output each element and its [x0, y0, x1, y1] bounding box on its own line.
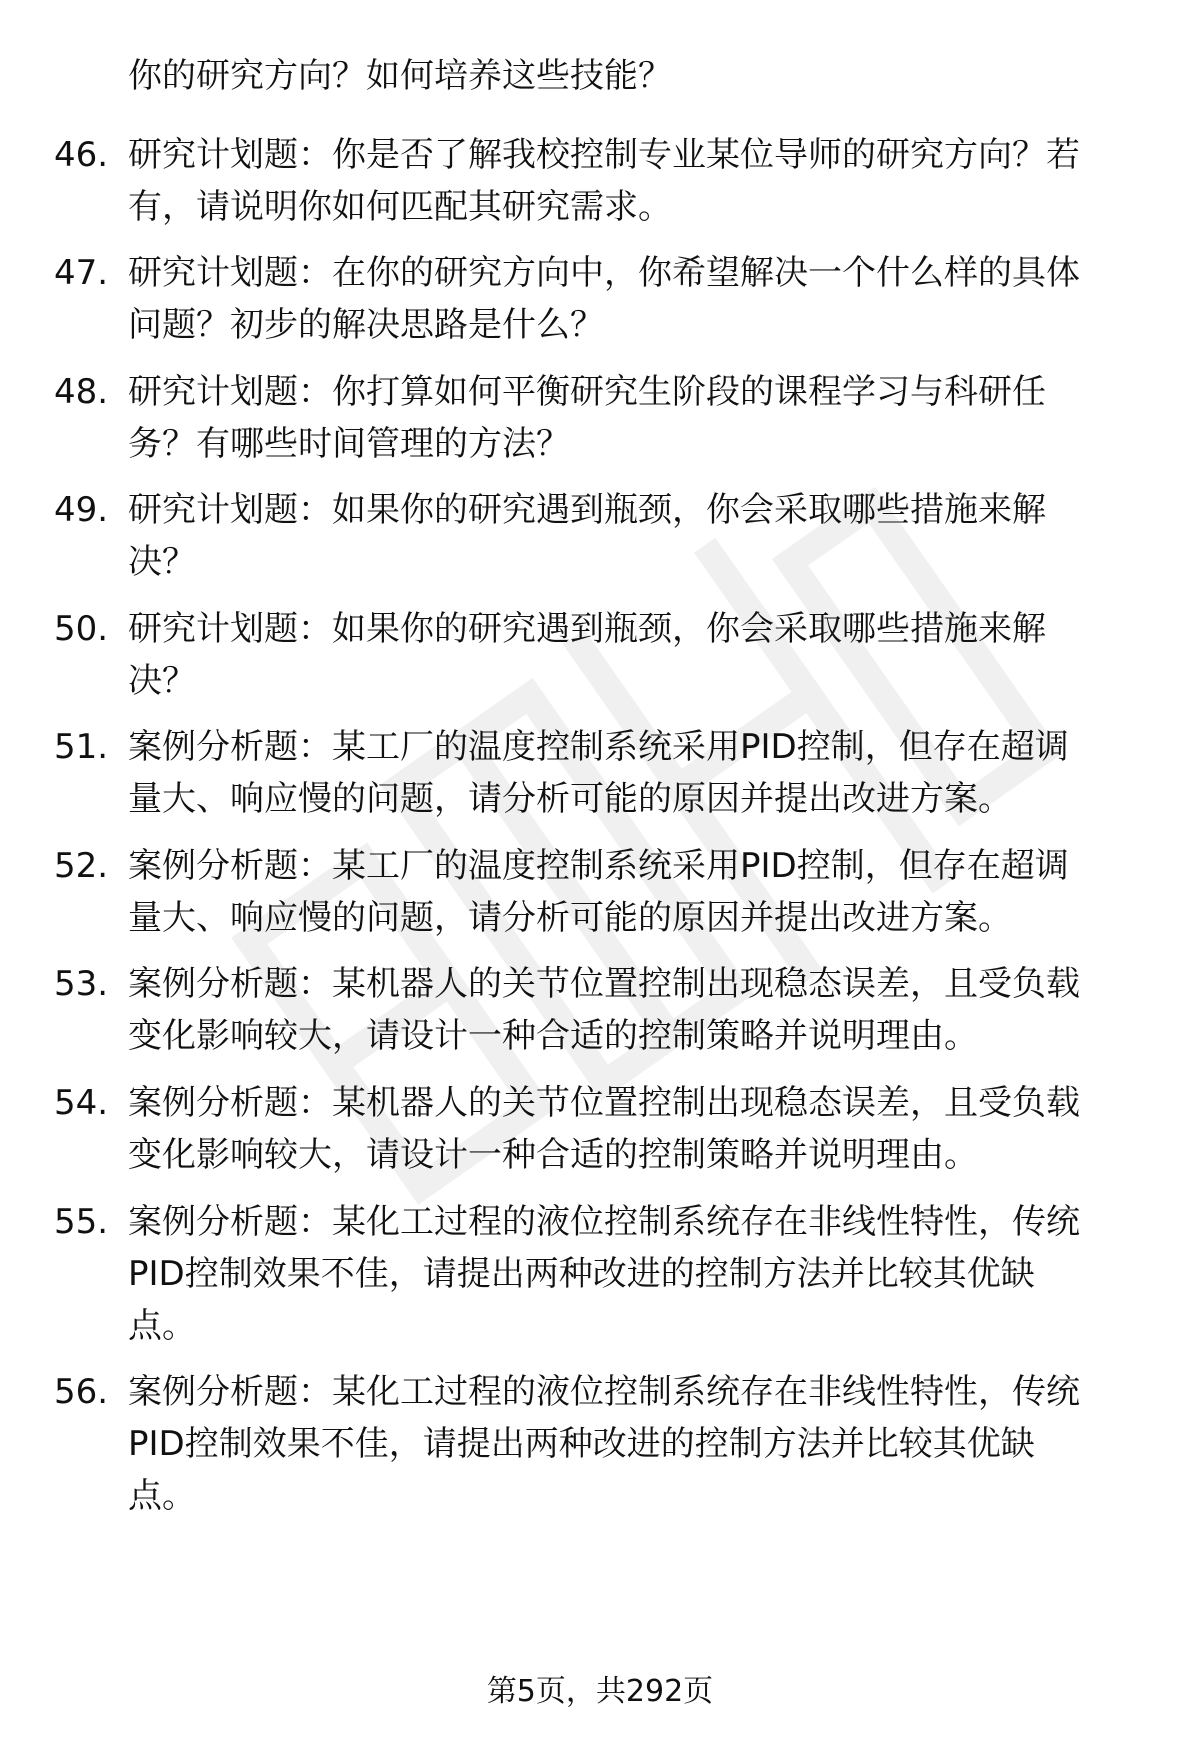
question-text	[128, 484, 1148, 588]
question-line: 研究计划题：如果你的研究遇到瓶颈，你会采取哪些措施来解	[128, 609, 1046, 649]
question-number: 51.	[54, 727, 109, 767]
question-line: 有，请说明你如何匹配其研究需求。	[128, 187, 672, 227]
question-number: 55.	[54, 1202, 109, 1242]
question-line: 点。	[128, 1306, 196, 1346]
question-line: 案例分析题：某机器人的关节位置控制出现稳态误差，且受负载	[128, 964, 1080, 1004]
question-text	[128, 603, 1148, 707]
question-line: 研究计划题：你打算如何平衡研究生阶段的课程学习与科研任	[128, 372, 1046, 412]
question-line: 案例分析题：某工厂的温度控制系统采用PID控制，但存在超调	[128, 727, 1069, 767]
question-line: 量大、响应慢的问题，请分析可能的原因并提出改进方案。	[128, 779, 1012, 819]
question-number: 54.	[54, 1083, 109, 1123]
question-line: 变化影响较大，请设计一种合适的控制策略并说明理由。	[128, 1016, 978, 1056]
question-text	[128, 840, 1148, 944]
question-number: 56.	[54, 1372, 109, 1412]
question-line: 决？	[128, 661, 196, 701]
question-text	[128, 1366, 1148, 1522]
question-line: 案例分析题：某工厂的温度控制系统采用PID控制，但存在超调	[128, 846, 1069, 886]
question-number: 49.	[54, 490, 109, 530]
question-number: 48.	[54, 372, 109, 412]
question-number: 50.	[54, 609, 109, 649]
question-line: 研究计划题：在你的研究方向中，你希望解决一个什么样的具体	[128, 253, 1080, 293]
question-text	[128, 958, 1148, 1062]
question-line: 务？有哪些时间管理的方法？	[128, 424, 570, 464]
question-line: 决？	[128, 542, 196, 582]
question-line: 研究计划题：如果你的研究遇到瓶颈，你会采取哪些措施来解	[128, 490, 1046, 530]
question-line: 你的研究方向？如何培养这些技能？	[128, 56, 672, 96]
question-line: 量大、响应慢的问题，请分析可能的原因并提出改进方案。	[128, 898, 1012, 938]
question-number: 52.	[54, 846, 109, 886]
page-footer: 第5页，共292页	[486, 1674, 714, 1709]
question-line: 案例分析题：某化工过程的液位控制系统存在非线性特性，传统	[128, 1202, 1080, 1242]
question-line: 案例分析题：某化工过程的液位控制系统存在非线性特性，传统	[128, 1372, 1080, 1412]
question-line: PID控制效果不佳，请提出两种改进的控制方法并比较其优缺	[128, 1254, 1035, 1294]
question-line: 案例分析题：某机器人的关节位置控制出现稳态误差，且受负载	[128, 1083, 1080, 1123]
question-line: 变化影响较大，请设计一种合适的控制策略并说明理由。	[128, 1135, 978, 1175]
question-number: 53.	[54, 964, 109, 1004]
question-text	[128, 721, 1148, 825]
question-text	[128, 366, 1148, 470]
question-line: PID控制效果不佳，请提出两种改进的控制方法并比较其优缺	[128, 1424, 1035, 1464]
question-text	[128, 1196, 1148, 1352]
question-number: 46.	[54, 135, 109, 175]
question-line: 研究计划题：你是否了解我校控制专业某位导师的研究方向？若	[128, 135, 1080, 175]
question-text	[128, 129, 1148, 233]
question-number: 47.	[54, 253, 109, 293]
question-text	[128, 50, 1148, 102]
question-line: 问题？初步的解决思路是什么？	[128, 305, 604, 345]
question-line: 点。	[128, 1476, 196, 1516]
question-text	[128, 1077, 1148, 1181]
question-text	[128, 247, 1148, 351]
